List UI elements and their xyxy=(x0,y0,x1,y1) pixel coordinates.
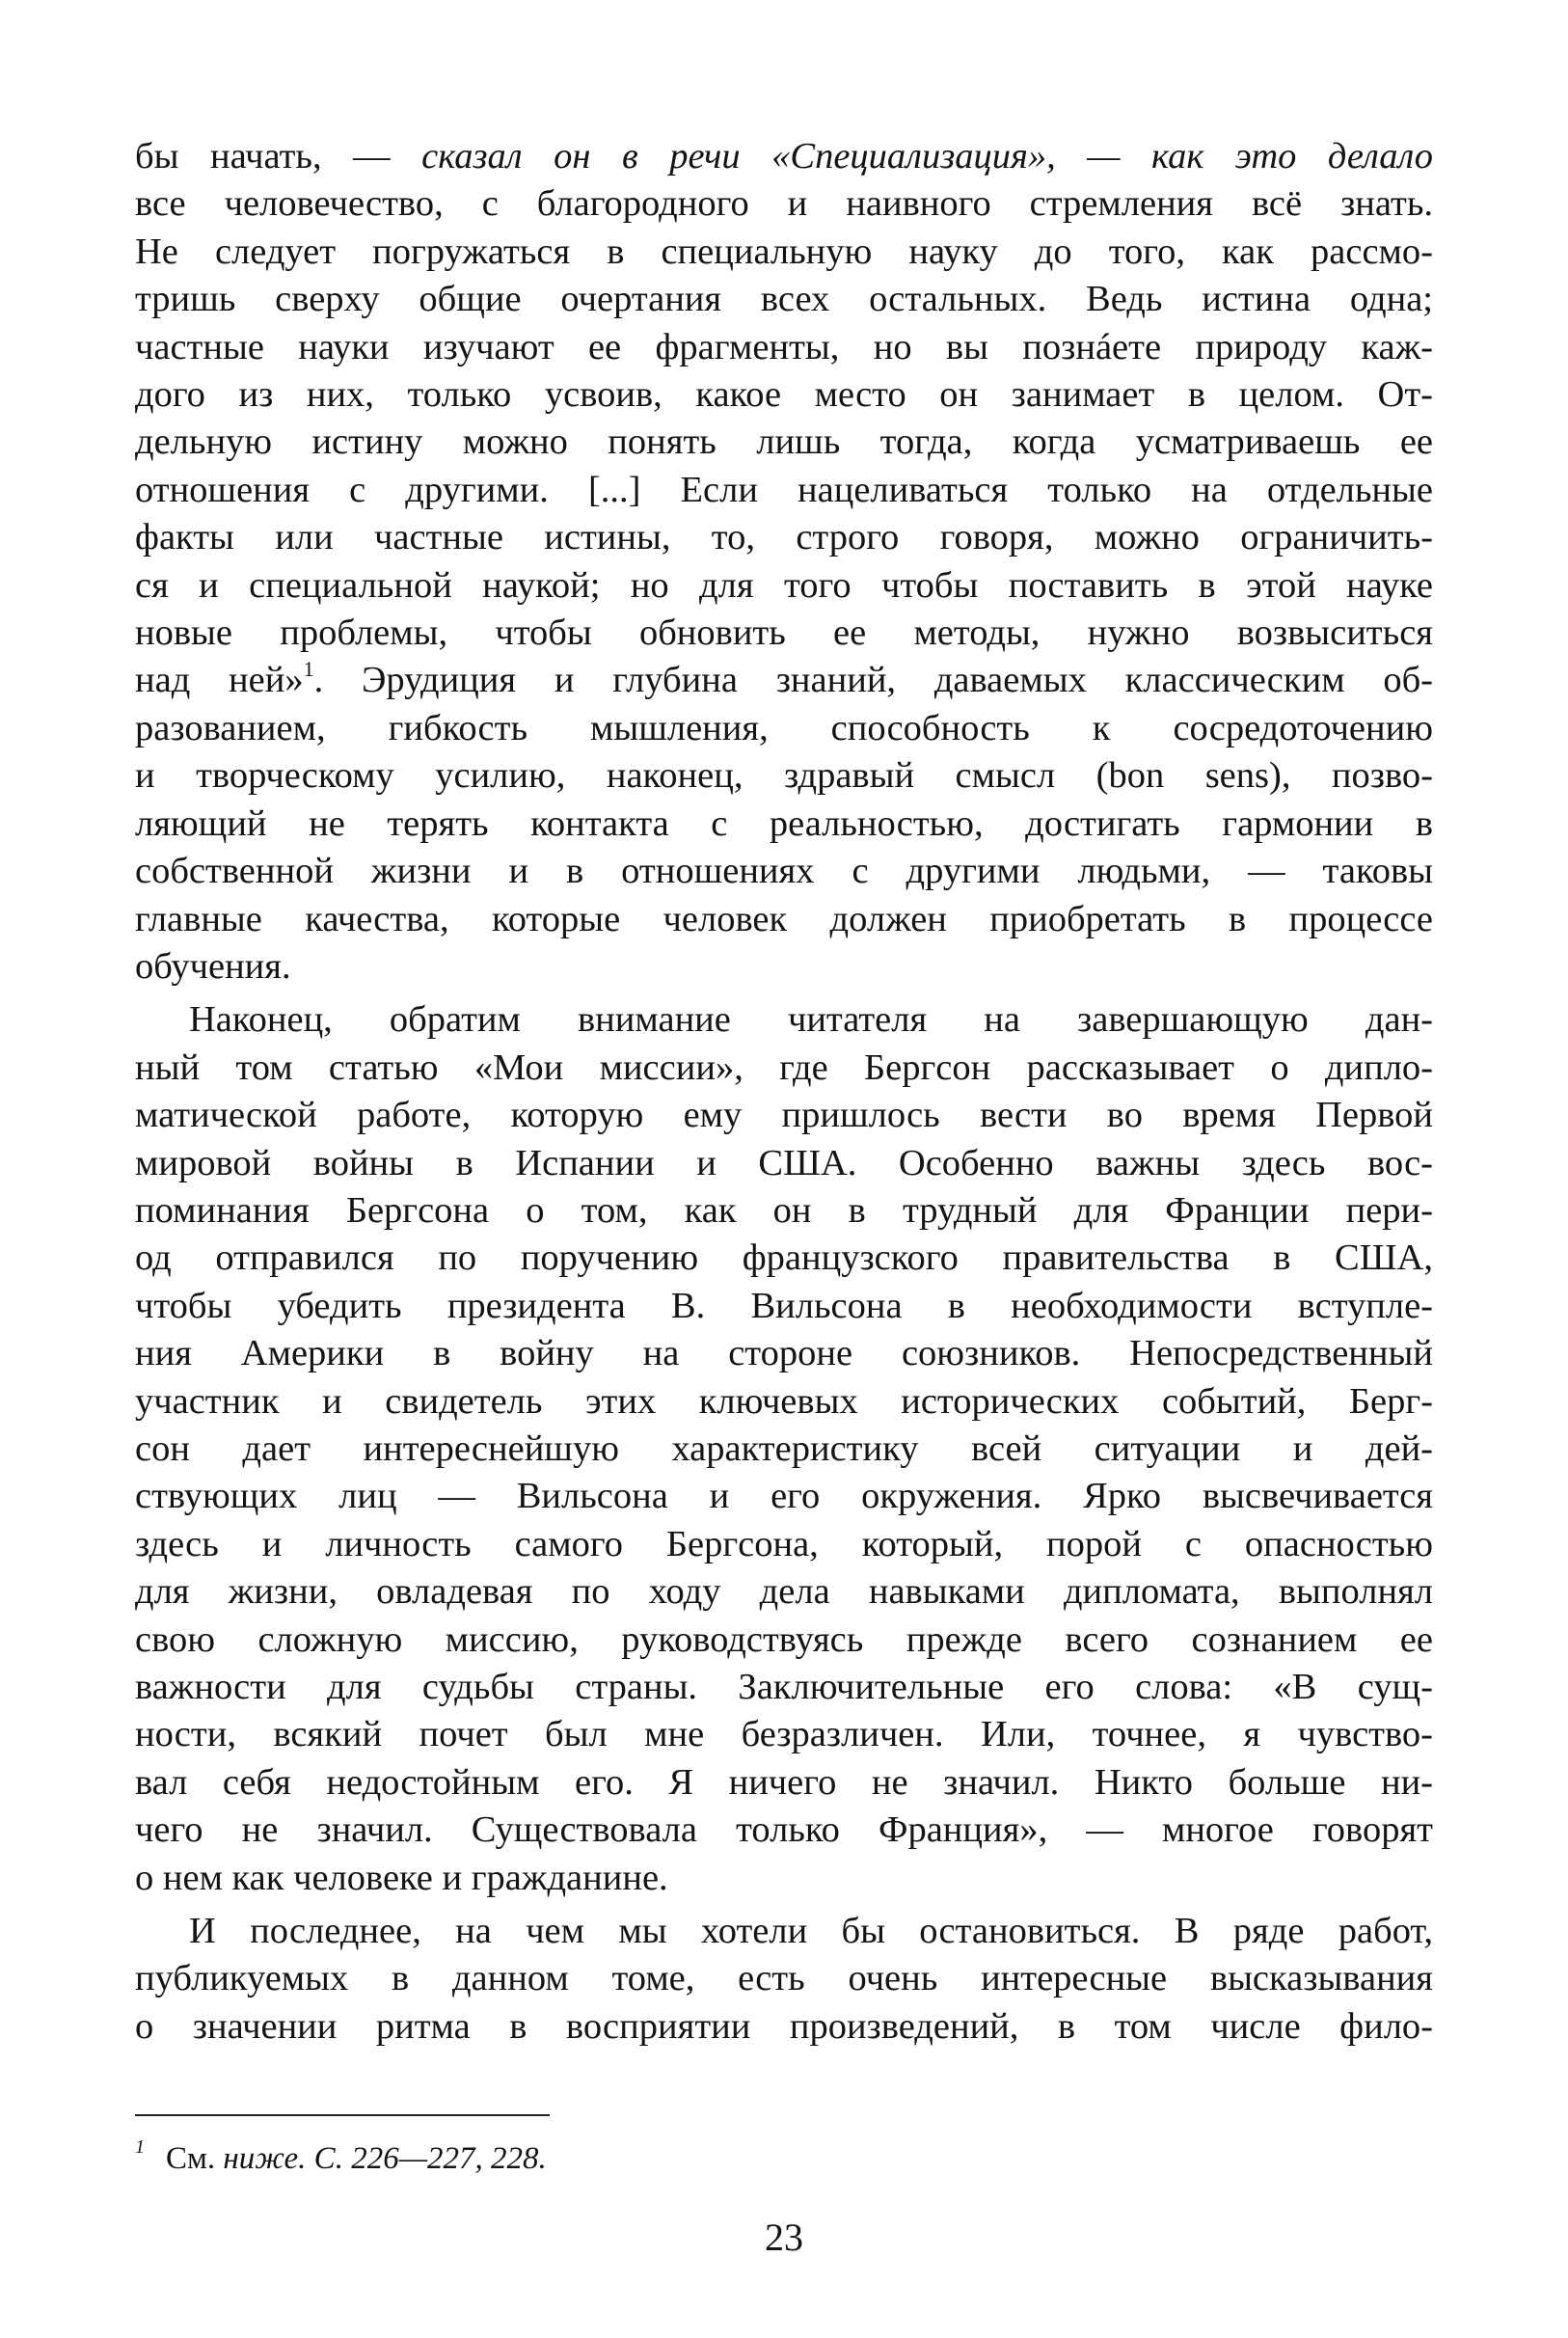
footnote-rule xyxy=(135,2114,550,2116)
text-line: дельную истину можно понять лишь тогда, когда усматриваешь ее xyxy=(135,421,1433,463)
text-line: и творческому усилию, наконец, здравый смысл (bon sens), позво- xyxy=(135,755,1433,797)
text-line: сон дает интереснейшую характеристику всей ситуации и дей- xyxy=(135,1427,1433,1469)
text-line: ния Америки в войну на стороне союзников. Непосредственный xyxy=(135,1333,1433,1374)
text-line: разованием, гибкость мышления, способность к сосредоточению xyxy=(135,707,1433,748)
text-line: отношения с другими. [...] Если нацеливаться только на отдельные xyxy=(135,469,1433,510)
text-line: Не следует погружаться в специальную науку до того, как рассмо- xyxy=(135,231,1433,272)
text-line: дого из них, только усвоив, какое место он занимает в целом. От- xyxy=(135,374,1433,416)
text-line: матической работе, которую ему пришлось вести во время Первой xyxy=(135,1095,1433,1136)
text-line: чтобы убедить президента В. Вильсона в необходимости вступле- xyxy=(135,1285,1433,1326)
footnote-text-plain: См. xyxy=(166,2141,224,2176)
text-line: новые проблемы, чтобы обновить ее методы, нужно возвыситься xyxy=(135,612,1433,654)
text-line: над ней»$^1$. Эрудиция и глубина знаний, даваемых классическим об- xyxy=(135,657,1433,701)
text-line: од отправился по поручению французского правительства в США, xyxy=(135,1237,1433,1279)
text-line: чего не значил. Существовала только Франция», — многое говорят xyxy=(135,1809,1433,1851)
page-number: 23 xyxy=(765,2216,803,2259)
text-line: о значении ритма в восприятии произведений, в том числе фило- xyxy=(135,2005,1433,2047)
text-line: важности для судьбы страны. Заключительные его слова: «В сущ- xyxy=(135,1667,1433,1707)
text-line: ляющий не терять контакта с реальностью, достигать гармонии в xyxy=(135,802,1433,844)
footnote-reference: 1 xyxy=(303,657,314,682)
text-line: обучения. xyxy=(135,945,291,987)
text-line: тришь сверху общие очертания всех остальных. Ведь истина одна; xyxy=(135,279,1433,320)
text-line: И последнее, на чем мы хотели бы остановиться. В ряде работ, xyxy=(189,1911,1433,1952)
text-line: частные науки изучают ее фрагменты, но вы познáете природу каж- xyxy=(135,326,1433,367)
text-line: главные качества, которые человек должен приобретать в процессе xyxy=(135,898,1433,939)
paragraph-2 xyxy=(135,996,1433,1902)
text-line: публикуемых в данном томе, есть очень интересные высказывания xyxy=(135,1958,1433,1999)
text-line: собственной жизни и в отношениях с другими людьми, — таковы xyxy=(135,851,1433,892)
text-line: бы начать, — сказал он в речи «Специализация», — как это делало xyxy=(135,136,1433,177)
text-line: для жизни, овладевая по ходу дела навыками дипломата, выполнял xyxy=(135,1571,1433,1613)
text-line: участник и свидетель этих ключевых исторических событий, Берг- xyxy=(135,1380,1433,1422)
text-line: ный том статью «Мои миссии», где Бергсон рассказывает о дипло- xyxy=(135,1047,1433,1088)
text-line: ствующих лиц — Вильсона и его окружения. Ярко высвечивается xyxy=(135,1476,1433,1517)
text-line: ся и специальной наукой; но для того чтобы поставить в этой науке xyxy=(135,564,1433,606)
footnote xyxy=(135,2128,1433,2178)
text-line: факты или частные истины, то, строго говоря, можно ограничить- xyxy=(135,517,1433,558)
text-line: свою сложную миссию, руководствуясь прежде всего сознанием ее xyxy=(135,1618,1433,1660)
footnote-text-italic: ниже. С. 226—227, 228. xyxy=(223,2141,547,2176)
footnote-marker: 1 xyxy=(135,2136,145,2158)
paragraph-1 xyxy=(135,133,1433,991)
text-line: ности, всякий почет был мне безразличен. Или, точнее, я чувство- xyxy=(135,1714,1433,1755)
text-line: здесь и личность самого Бергсона, который, порой с опасностью xyxy=(135,1523,1433,1564)
paragraph-3 xyxy=(135,1908,1433,2051)
text-line: все человечество, с благородного и наивного стремления всё знать. xyxy=(135,183,1433,225)
text-line: мировой войны в Испании и США. Особенно важны здесь вос- xyxy=(135,1142,1433,1183)
text-line: Наконец, обратим внимание читателя на завершающую дан- xyxy=(189,999,1433,1041)
text-line: вал себя недостойным его. Я ничего не значил. Никто больше ни- xyxy=(135,1761,1433,1803)
text-line: о нем как человеке и гражданине. xyxy=(135,1857,668,1898)
text-line: поминания Бергсона о том, как он в трудный для Франции пери- xyxy=(135,1189,1433,1231)
page-body xyxy=(135,133,1433,2051)
